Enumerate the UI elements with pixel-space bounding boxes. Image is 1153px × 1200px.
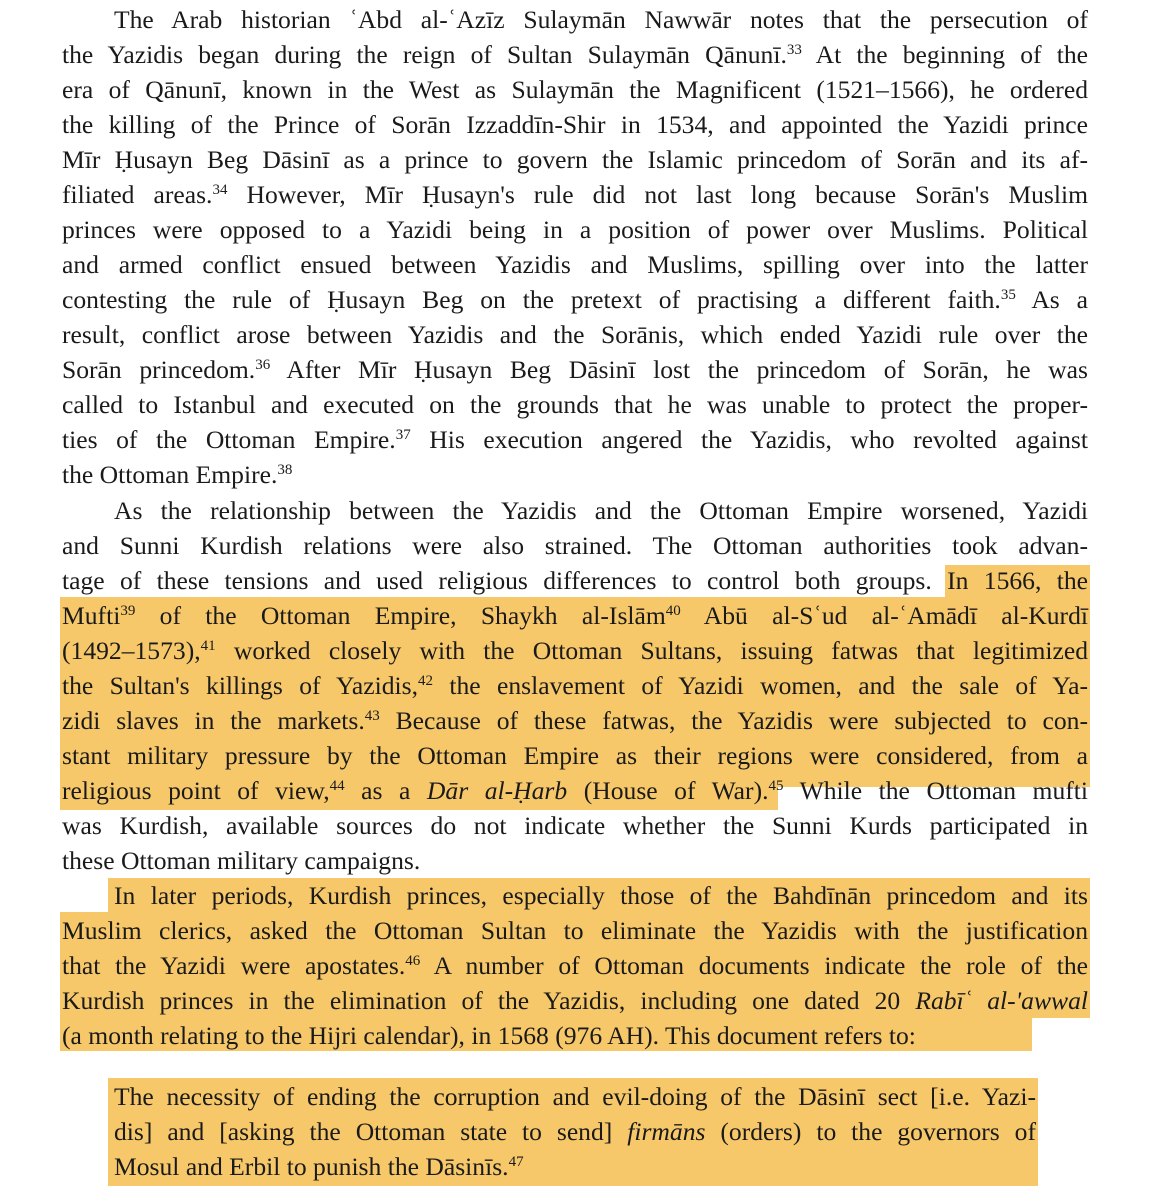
text-line: Muslim clerics, asked the Ottoman Sultan to eliminate the Yazidis with the justification bbox=[62, 916, 1088, 945]
footnote-ref[interactable]: 47 bbox=[508, 1154, 524, 1170]
text-line: that the Yazidi were apostates.$^{46}$ A number of Ottoman documents indicate the role of the bbox=[62, 951, 1088, 980]
italic-term: Dār al-Ḥarb bbox=[426, 776, 568, 805]
text-line: called to Istanbul and executed on the grounds that he was unable to protect the proper- bbox=[62, 390, 1088, 419]
text-line: these Ottoman military campaigns. bbox=[62, 846, 421, 875]
quote-line: Mosul and Erbil to punish the Dāsinīs.$^{47}$ bbox=[114, 1152, 524, 1181]
text-line: stant military pressure by the Ottoman Empire as their regions were considered, from a bbox=[62, 741, 1088, 770]
highlighted-text: In 1566, the bbox=[947, 566, 1088, 595]
text-line: era of Qānunī, known in the West as Sulaymān the Magnificent (1521–1566), he ordered bbox=[62, 75, 1088, 104]
text-line: ties of the Ottoman Empire.$^{37}$ His execution angered the Yazidis, who revolted against bbox=[62, 425, 1088, 454]
text-line: result, conflict arose between Yazidis and the Sorānis, which ended Yazidi rule over the bbox=[62, 320, 1088, 349]
text-line: religious point of view,$^{44}$ as a Dār al-Ḥarb (House of War).$^{45}$ While the Ottoman mufti bbox=[62, 776, 1088, 805]
text-line: Mufti$^{39}$ of the Ottoman Empire, Shaykh al-Islām$^{40}$ Abū al-Sʿud al-ʿAmādī al-Kurdī bbox=[62, 601, 1088, 630]
text-line: filiated areas.$^{34}$ However, Mīr Ḥusayn's rule did not last long because Sorān's Muslim bbox=[62, 180, 1088, 209]
footnote-ref[interactable]: 40 bbox=[665, 603, 681, 619]
footnote-ref[interactable]: 39 bbox=[120, 603, 136, 619]
text-line: zidi slaves in the markets.$^{43}$ Because of these fatwas, the Yazidis were subjected to con- bbox=[62, 706, 1088, 735]
footnote-ref[interactable]: 38 bbox=[277, 462, 293, 478]
footnote-ref[interactable]: 36 bbox=[255, 357, 271, 373]
footnote-ref[interactable]: 35 bbox=[1000, 287, 1016, 303]
text-line: the Yazidis began during the reign of Sultan Sulaymān Qānunī.$^{33}$ At the beginning of the bbox=[62, 40, 1088, 69]
footnote-ref[interactable]: 45 bbox=[768, 778, 784, 794]
footnote-ref[interactable]: 37 bbox=[395, 427, 411, 443]
text-line: princes were opposed to a Yazidi being in a position of power over Muslims. Political bbox=[62, 215, 1088, 244]
footnote-ref[interactable]: 44 bbox=[329, 778, 345, 794]
text-line: Sorān princedom.$^{36}$ After Mīr Ḥusayn Beg Dāsinī lost the princedom of Sorān, he was bbox=[62, 355, 1088, 384]
italic-term: firmāns bbox=[627, 1117, 706, 1146]
footnote-ref[interactable]: 46 bbox=[405, 953, 421, 969]
footnote-ref[interactable]: 33 bbox=[786, 42, 802, 58]
text-line: Kurdish princes in the elimination of the Yazidis, including one dated 20 Rabīʿ al-'awwal bbox=[62, 986, 1088, 1015]
text-line: and Sunni Kurdish relations were also strained. The Ottoman authorities took advan- bbox=[62, 531, 1088, 560]
text-line: was Kurdish, available sources do not indicate whether the Sunni Kurds participated in bbox=[62, 811, 1088, 840]
text-line: the Sultan's killings of Yazidis,$^{42}$ the enslavement of Yazidi women, and the sale of Ya- bbox=[62, 671, 1088, 700]
quote-line: The necessity of ending the corruption and evil-doing of the Dāsinī sect [i.e. Yazi- bbox=[114, 1082, 1036, 1111]
text-line: contesting the rule of Ḥusayn Beg on the pretext of practising a different faith.$^{35}$ As a bbox=[62, 285, 1088, 314]
text-line: As the relationship between the Yazidis and the Ottoman Empire worsened, Yazidi bbox=[114, 496, 1088, 525]
footnote-ref[interactable]: 34 bbox=[212, 182, 228, 198]
text-line: the killing of the Prince of Sorān Izzaddīn-Shir in 1534, and appointed the Yazidi prince bbox=[62, 110, 1088, 139]
quote-line: dis] and [asking the Ottoman state to send] firmāns (orders) to the governors of bbox=[114, 1117, 1036, 1146]
text-line: (a month relating to the Hijri calendar), in 1568 (976 AH). This document refers to: bbox=[62, 1021, 916, 1050]
text-line: and armed conflict ensued between Yazidis and Muslims, spilling over into the latter bbox=[62, 250, 1088, 279]
text-line: (1492–1573),$^{41}$ worked closely with the Ottoman Sultans, issuing fatwas that legitimized bbox=[62, 636, 1088, 665]
text-line: In later periods, Kurdish princes, especially those of the Bahdīnān princedom and its bbox=[114, 881, 1088, 910]
text-line: tage of these tensions and used religious differences to control both groups. In 1566, the bbox=[62, 566, 1088, 595]
text-line: Mīr Ḥusayn Beg Dāsinī as a prince to govern the Islamic princedom of Sorān and its af- bbox=[62, 145, 1088, 174]
italic-term: Rabīʿ al-'awwal bbox=[915, 986, 1088, 1015]
footnote-ref[interactable]: 43 bbox=[364, 708, 380, 724]
text-line: The Arab historian ʿAbd al-ʿAzīz Sulaymān Nawwār notes that the persecution of bbox=[114, 5, 1088, 34]
footnote-ref[interactable]: 42 bbox=[417, 673, 433, 689]
footnote-ref[interactable]: 41 bbox=[200, 638, 216, 654]
text-line: the Ottoman Empire.$^{38}$ bbox=[62, 460, 293, 489]
